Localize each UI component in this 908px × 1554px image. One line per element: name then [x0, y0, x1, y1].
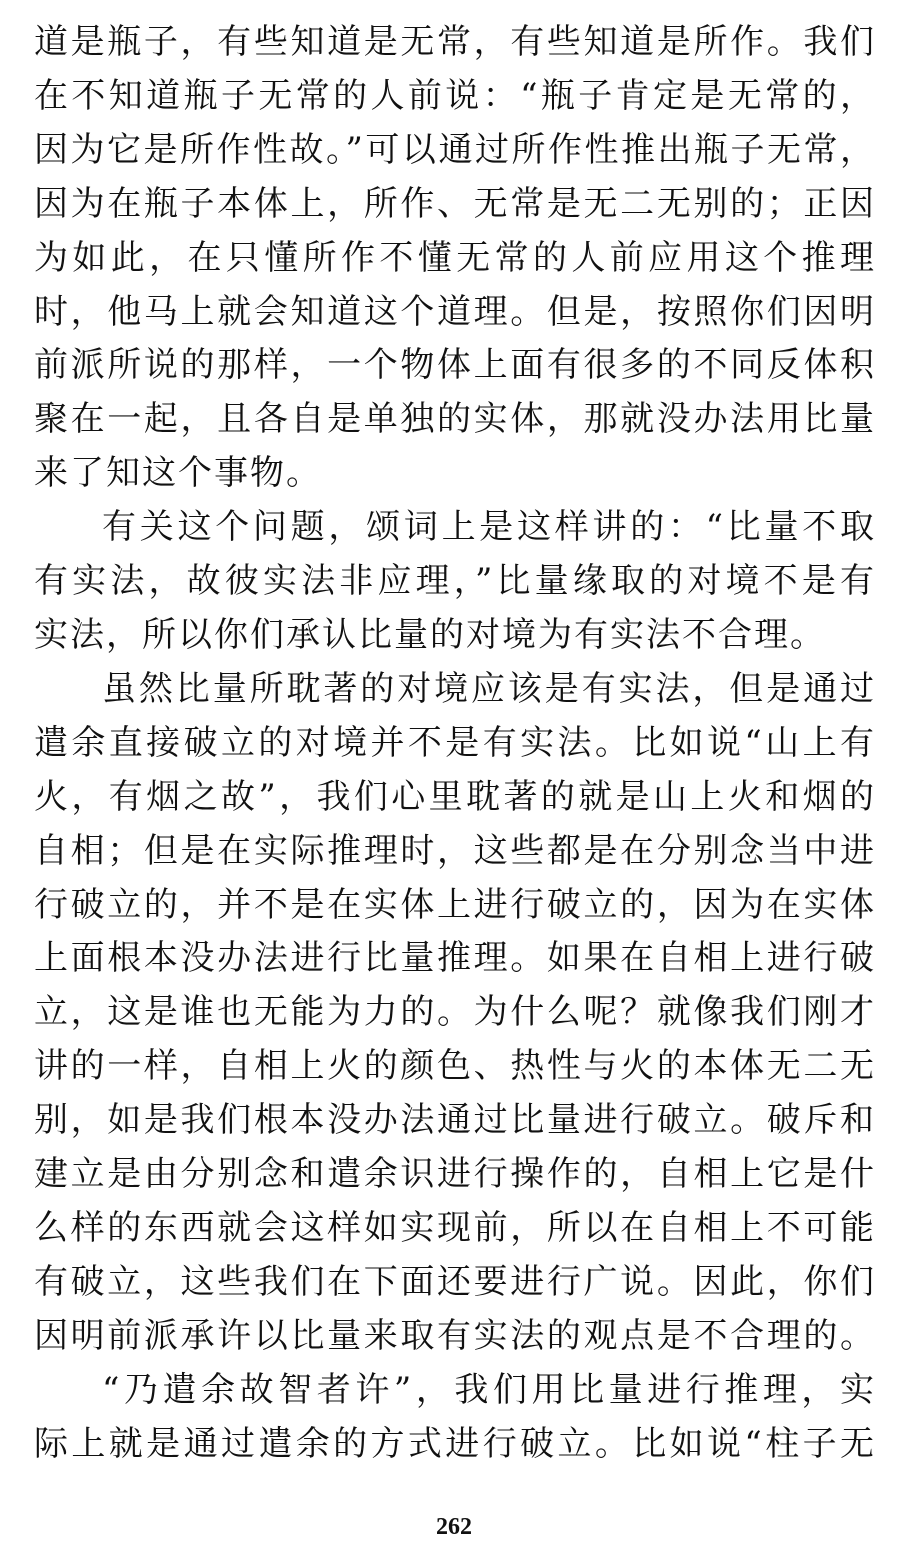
text-line: 行破立的，并不是在实体上进行破立的，因为在实体 [34, 884, 876, 925]
text-line: 建立是由分别念和遣余识进行操作的，自相上它是什 [34, 1154, 876, 1195]
text-line: 火，有烟之故”，我们心里耽著的就是山上火和烟的 [34, 776, 876, 817]
text-line: 有实法，故彼实法非应理，”比量缘取的对境不是有 [34, 561, 876, 602]
text-line: “乃遣余故智者许”，我们用比量进行推理，实 [102, 1369, 876, 1410]
text-line: 为如此，在只懂所作不懂无常的人前应用这个推理 [34, 237, 876, 278]
paragraph [34, 16, 876, 501]
text-line: 因为它是所作性故。”可以通过所作性推出瓶子无常， [34, 129, 876, 170]
text-line: 因明前派承许以比量来取有实法的观点是不合理的。 [34, 1315, 876, 1356]
text-line: 遣余直接破立的对境并不是有实法。比如说“山上有 [34, 722, 876, 763]
text-line: 际上就是通过遣余的方式进行破立。比如说“柱子无 [34, 1423, 876, 1464]
text-line: 有破立，这些我们在下面还要进行广说。因此，你们 [34, 1261, 876, 1302]
text-line: 有关这个问题，颂词上是这样讲的：“比量不取 [102, 507, 876, 548]
text-body [34, 16, 876, 1471]
text-line: 聚在一起，且各自是单独的实体，那就没办法用比量 [34, 399, 876, 440]
text-line: 别，如是我们根本没办法通过比量进行破立。破斥和 [34, 1100, 876, 1141]
text-line: 在不知道瓶子无常的人前说：“瓶子肯定是无常的， [34, 75, 876, 116]
paragraph [34, 1364, 876, 1472]
text-line: 实法，所以你们承认比量的对境为有实法不合理。 [34, 614, 826, 655]
text-line: 么样的东西就会这样如实现前，所以在自相上不可能 [34, 1207, 876, 1248]
page-body [34, 16, 876, 1471]
text-line: 因为在瓶子本体上，所作、无常是无二无别的；正因 [34, 183, 876, 224]
text-line: 讲的一样，自相上火的颜色、热性与火的本体无二无 [34, 1046, 876, 1087]
text-line: 自相；但是在实际推理时，这些都是在分别念当中进 [34, 830, 876, 871]
text-line: 前派所说的那样，一个物体上面有很多的不同反体积 [34, 345, 876, 386]
text-line: 虽然比量所耽著的对境应该是有实法，但是通过 [102, 668, 876, 709]
paragraph [34, 501, 876, 663]
text-line: 上面根本没办法进行比量推理。如果在自相上进行破 [34, 938, 876, 979]
text-line: 道是瓶子，有些知道是无常，有些知道是所作。我们 [34, 22, 876, 62]
page-number: 262 [436, 1514, 472, 1540]
text-line: 时，他马上就会知道这个道理。但是，按照你们因明 [34, 291, 876, 332]
text-line: 来了知这个事物。 [34, 453, 322, 494]
text-line: 立，这是谁也无能为力的。为什么呢？就像我们刚才 [34, 992, 876, 1033]
paragraph [34, 663, 876, 1364]
